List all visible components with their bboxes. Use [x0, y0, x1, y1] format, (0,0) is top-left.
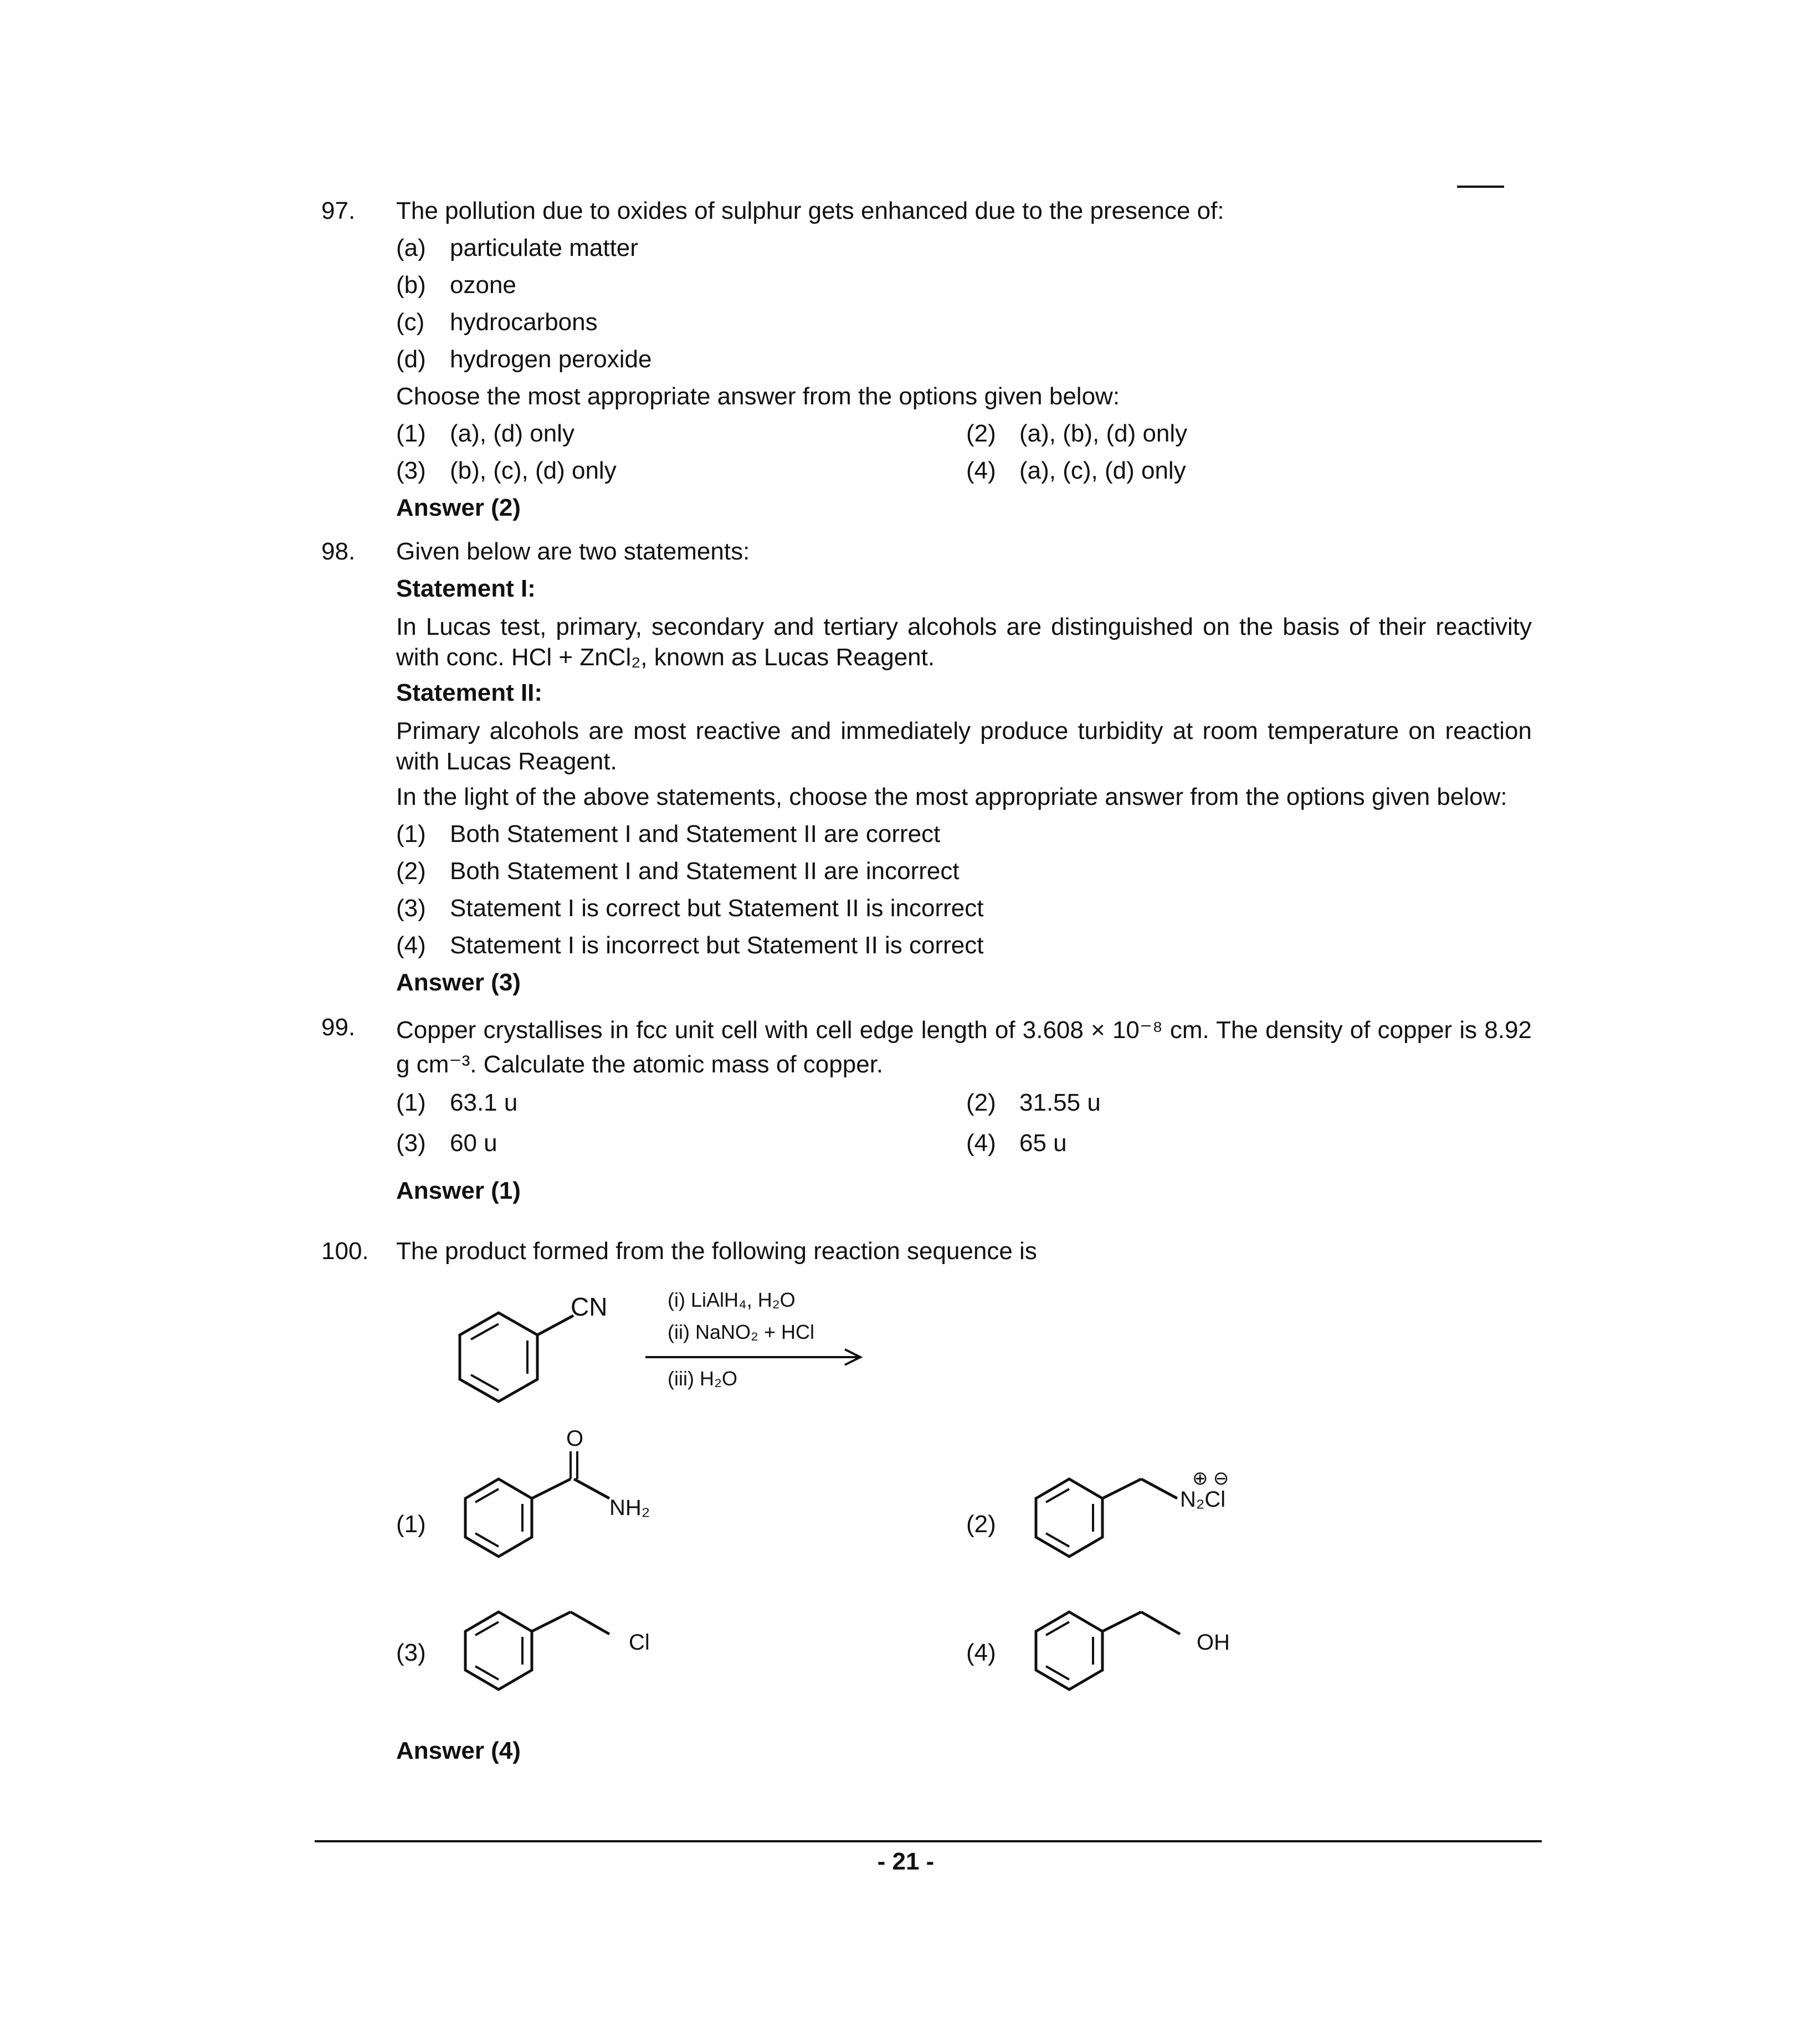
reagent-step-2: (ii) NaNO₂ + HCl	[668, 1321, 814, 1343]
question-text: The pollution due to oxides of sulphur gets enhanced due to the presence of:	[396, 197, 1224, 224]
answer-text: Answer (2)	[396, 494, 521, 521]
option-label: (2)	[396, 857, 426, 885]
item-label: (c)	[396, 309, 425, 336]
option-label: (3)	[396, 1639, 426, 1666]
option-label: (2)	[966, 1511, 996, 1538]
item-label: (d)	[396, 346, 426, 373]
page-number: - 21 -	[877, 1848, 935, 1875]
option-text: (a), (c), (d) only	[1019, 457, 1186, 484]
option-label: (3)	[396, 457, 426, 484]
reagent-step-1: (i) LiAlH₄, H₂O	[668, 1288, 796, 1311]
option-label: (4)	[396, 932, 426, 959]
answer-text: Answer (1)	[396, 1177, 521, 1204]
charge-signs: ⊕ ⊖	[1192, 1468, 1229, 1489]
nitrile-group-label: CN	[571, 1292, 608, 1321]
option-label: (2)	[966, 1089, 996, 1116]
carbonyl-oxygen-label: O	[566, 1426, 584, 1451]
reagent-step-3: (iii) H₂O	[668, 1367, 737, 1390]
statement-text: In Lucas test, primary, secondary and tertiary alcohols are distinguished on the basis of their reactivity with conc. HCl + ZnCl₂, known as Lucas Reagent.	[396, 613, 1532, 671]
question-number: 99.	[321, 1014, 356, 1041]
question-number: 100.	[321, 1237, 369, 1265]
option-text: Statement I is incorrect but Statement II is correct	[450, 932, 984, 959]
statement-title: Statement I:	[396, 575, 536, 602]
benzene-ring-icon	[1014, 1579, 1263, 1712]
question-number: 97.	[321, 197, 356, 224]
item-text: ozone	[450, 271, 516, 299]
item-label: (b)	[396, 271, 426, 299]
arrow-right-icon	[645, 1346, 867, 1368]
benzene-ring-icon	[443, 1426, 692, 1568]
instruction-text: Choose the most appropriate answer from the options given below:	[396, 383, 1120, 410]
option-text: 31.55 u	[1019, 1089, 1101, 1116]
hydroxyl-group-label: OH	[1197, 1630, 1230, 1655]
option-2-structure	[1014, 1435, 1263, 1568]
item-text: hydrocarbons	[450, 309, 598, 336]
chloride-group-label: Cl	[629, 1630, 650, 1655]
option-text: Both Statement I and Statement II are correct	[450, 820, 941, 848]
question-text: The product formed from the following reaction sequence is	[396, 1237, 1037, 1265]
option-text: Both Statement I and Statement II are incorrect	[450, 857, 960, 885]
question-text: Copper crystallises in fcc unit cell with cell edge length of 3.608 × 10⁻⁸ cm. The density of copper is 8.92 g cm⁻³. Calculate the atomic mass of copper.	[396, 1016, 1532, 1078]
option-4-structure	[1014, 1579, 1263, 1712]
option-label: (1)	[396, 1511, 426, 1538]
option-label: (4)	[966, 1639, 996, 1666]
option-text: (a), (d) only	[450, 420, 574, 447]
header-dash	[1457, 186, 1504, 188]
option-1-structure	[443, 1426, 692, 1568]
question-number: 98.	[321, 538, 356, 565]
item-label: (a)	[396, 234, 426, 261]
option-text: 60 u	[450, 1129, 497, 1157]
statement-title: Statement II:	[396, 679, 543, 706]
option-text: (a), (b), (d) only	[1019, 420, 1188, 447]
diazonium-group-label: N₂Cl	[1180, 1487, 1226, 1512]
option-label: (2)	[966, 420, 996, 447]
statement-text: Primary alcohols are most reactive and immediately produce turbidity at room temperature on reaction with Lucas Reagent.	[396, 717, 1532, 775]
answer-text: Answer (4)	[396, 1737, 521, 1764]
question-text: Given below are two statements:	[396, 538, 750, 565]
option-label: (1)	[396, 420, 426, 447]
option-label: (1)	[396, 820, 426, 848]
item-text: particulate matter	[450, 234, 638, 261]
amide-group-label: NH₂	[609, 1496, 650, 1520]
benzene-ring-icon	[449, 1291, 626, 1418]
option-label: (3)	[396, 895, 426, 922]
option-label: (4)	[966, 1129, 996, 1157]
reaction-arrow	[645, 1346, 867, 1368]
item-text: hydrogen peroxide	[450, 346, 652, 373]
instruction-text: In the light of the above statements, choose the most appropriate answer from the options given below:	[396, 783, 1507, 810]
footer-rule	[315, 1840, 1542, 1842]
option-label: (4)	[966, 457, 996, 484]
benzene-ring-icon	[443, 1579, 692, 1712]
option-3-structure	[443, 1579, 692, 1712]
option-label: (1)	[396, 1089, 426, 1116]
reactant-structure	[449, 1291, 626, 1418]
answer-text: Answer (3)	[396, 969, 521, 996]
option-text: Statement I is correct but Statement II is incorrect	[450, 895, 984, 922]
option-label: (3)	[396, 1129, 426, 1157]
option-text: (b), (c), (d) only	[450, 457, 617, 484]
option-text: 65 u	[1019, 1129, 1067, 1157]
benzene-ring-icon	[1014, 1435, 1263, 1568]
option-text: 63.1 u	[450, 1089, 518, 1116]
